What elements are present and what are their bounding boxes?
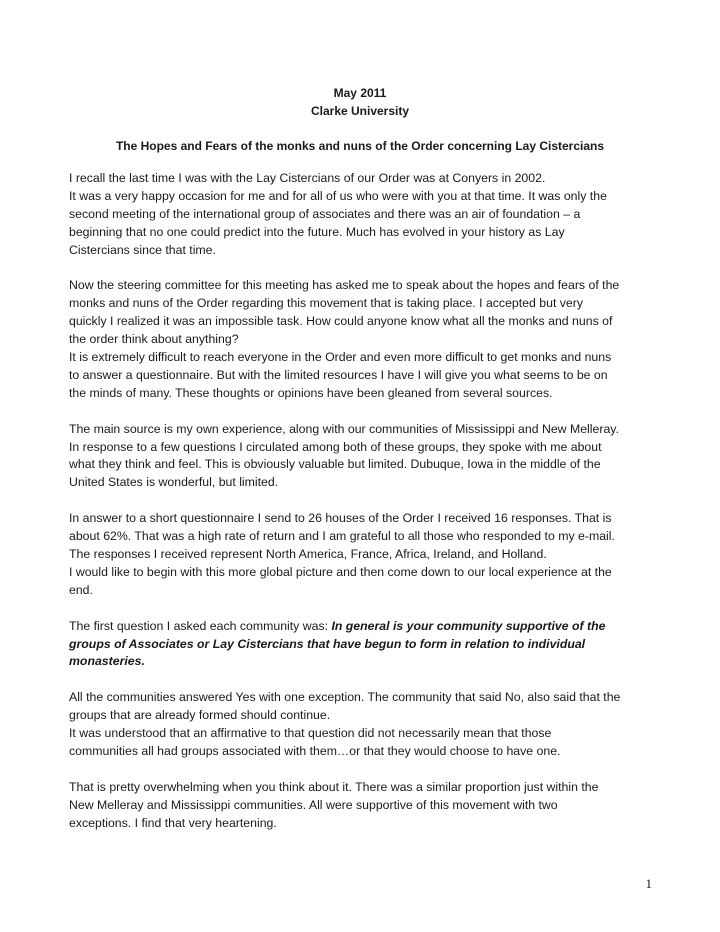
paragraph-1 (69, 170, 659, 260)
question-lead: The first question I asked each community was: (69, 618, 332, 633)
text-line: quickly I realized it was an impossible task. How could anyone know what all the monks and nuns of (69, 314, 613, 329)
text-line: to answer a questionnaire. But with the limited resources I have I will give you what seems to be on (69, 367, 608, 382)
text-line: what they think and feel. This is obviously valuable but limited. Dubuque, Iowa in the middle of the (69, 457, 601, 472)
question-emphasis: monasteries. (69, 654, 145, 669)
text-line: the order think about anything? (69, 332, 239, 347)
text-line: the minds of many. These thoughts or opinions have been gleaned from several sources. (69, 385, 553, 400)
text-line: New Melleray and Mississippi communities. All were supportive of this movement with two (69, 797, 558, 812)
document-date: May 2011 (333, 86, 387, 100)
institution-name: Clarke University (310, 104, 410, 118)
text-line: It is extremely difficult to reach everyone in the Order and even more difficult to get monks and nuns (69, 350, 612, 365)
paragraph-6 (69, 689, 659, 761)
text-line: end. (69, 582, 93, 597)
question-emphasis: In general is your community supportive of the (331, 618, 606, 633)
page-number: 1 (645, 876, 652, 891)
paragraph-3 (69, 421, 659, 493)
text-line: United States is wonderful, but limited. (69, 475, 279, 490)
text-line: monks and nuns of the Order regarding this movement that is taking place. I accepted but very (69, 296, 584, 311)
paragraph-7 (69, 779, 659, 833)
text-line: I would like to begin with this more global picture and then come down to our local experience at the (69, 564, 612, 579)
paragraph-4 (69, 510, 659, 600)
paragraph-2 (69, 277, 659, 402)
paragraph-5 (69, 618, 659, 672)
text-line: That is pretty overwhelming when you think about it. There was a similar proportion just within the (69, 779, 599, 794)
text-line: It was a very happy occasion for me and for all of us who were with you at that time. It was only the (69, 188, 607, 203)
text-line: Cistercians since that time. (69, 242, 216, 257)
text-line: second meeting of the international group of associates and there was an air of foundation – a (69, 206, 581, 221)
text-line: In response to a few questions I circulated among both of these groups, they spoke with me about (69, 439, 602, 454)
text-line: beginning that no one could predict into the future. Much has evolved in your history as Lay (69, 224, 565, 239)
text-line: It was understood that an affirmative to that question did not necessarily mean that those (69, 726, 552, 741)
text-line: I recall the last time I was with the Lay Cistercians of our Order was at Conyers in 2002. (69, 171, 546, 185)
text-line: communities all had groups associated with them…or that they would choose to have one. (69, 743, 561, 758)
question-emphasis: groups of Associates or Lay Cistercians that have begun to form in relation to individual (69, 636, 586, 651)
text-line: The main source is my own experience, along with our communities of Mississippi and New Melleray. (69, 421, 619, 436)
document-body (69, 170, 659, 850)
text-line: exceptions. I find that very heartening. (69, 815, 277, 830)
text-line: All the communities answered Yes with one exception. The community that said No, also said that the (69, 690, 621, 705)
text-line: The responses I received represent North America, France, Africa, Ireland, and Holland. (69, 546, 547, 561)
document-title: The Hopes and Fears of the monks and nuns of the Order concerning Lay Cistercians (115, 139, 605, 153)
text-line: groups that are already formed should continue. (69, 708, 331, 723)
text-line: Now the steering committee for this meeting has asked me to speak about the hopes and fears of the (69, 278, 620, 293)
text-line: about 62%. That was a high rate of return and I am grateful to all those who responded to my e-mail. (69, 529, 615, 544)
text-line (69, 618, 659, 636)
text-line: In answer to a short questionnaire I send to 26 houses of the Order I received 16 responses. That is (69, 511, 612, 526)
